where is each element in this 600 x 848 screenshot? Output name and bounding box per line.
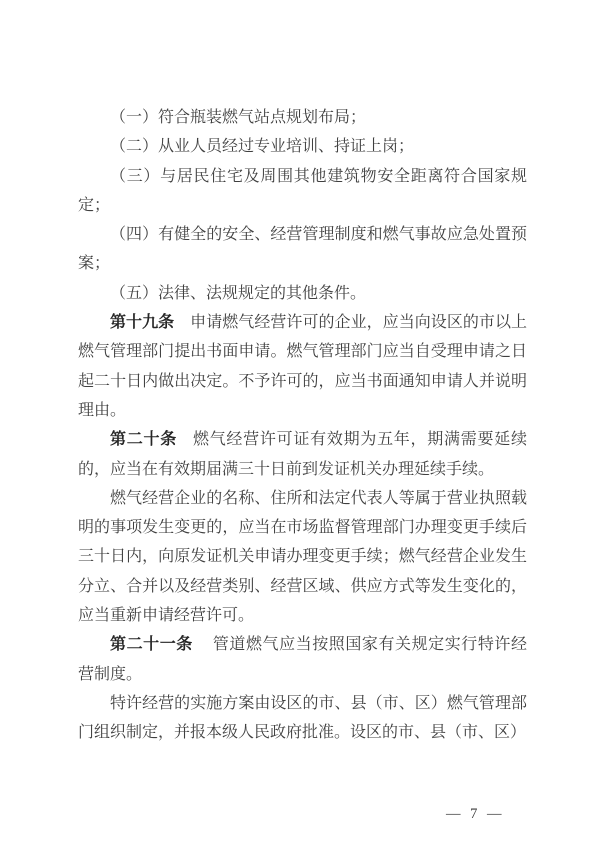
article-21-number: 第二十一条 [110,636,193,654]
article-19-paragraph [78,308,527,425]
article-21-text: 管道燃气应当按照国家有关规定实行特许经营制度。 [78,636,527,683]
article-19-text: 申请燃气经营许可的企业，应当向设区的市以上燃气管理部门提出书面申请。燃气管理部门应当自受理申请之日起二十日内做出决定。不予许可的，应当书面通知申请人并说明理由。 [78,314,527,419]
clause-item-5: （五）法律、法规规定的其他条件。 [110,284,367,302]
clause-item-1: （一）符合瓶装燃气站点规划布局； [110,109,367,126]
article-20-number: 第二十条 [110,431,177,449]
article-21-paragraph-2: 特许经营的实施方案由设区的市、县（市、区）燃气管理部门组织制定，并报本级人民政府批准。设区的市、县（市、区） [78,694,527,742]
clause-item-3: （三）与居民住宅及周围其他建筑物安全距离符合国家规定； [78,167,527,214]
article-19-number: 第十九条 [110,314,175,332]
article-20-text: 燃气经营许可证有效期为五年，期满需要延续的，应当在有效期届满三十日前到发证机关办理延续手续。 [78,431,527,478]
article-20-paragraph [78,425,527,484]
article-20-paragraph-2: 燃气经营企业的名称、住所和法定代表人等属于营业执照载明的事项发生变更的，应当在市场监督管理部门办理变更手续后三十日内，向原发证机关申请办理变更手续；燃气经营企业发生分立、合并以及经营类别、经营区域、供应方式等发生变化的，应当重新申请经营许可。 [78,489,527,625]
clause-item-2: （二）从业人员经过专业培训、持证上岗； [110,138,415,156]
article-21-paragraph [78,630,527,689]
document-body [78,103,527,748]
clause-item-4: （四）有健全的安全、经营管理制度和燃气事故应急处置预案； [78,226,527,273]
page-number: — 7 — [446,806,505,822]
